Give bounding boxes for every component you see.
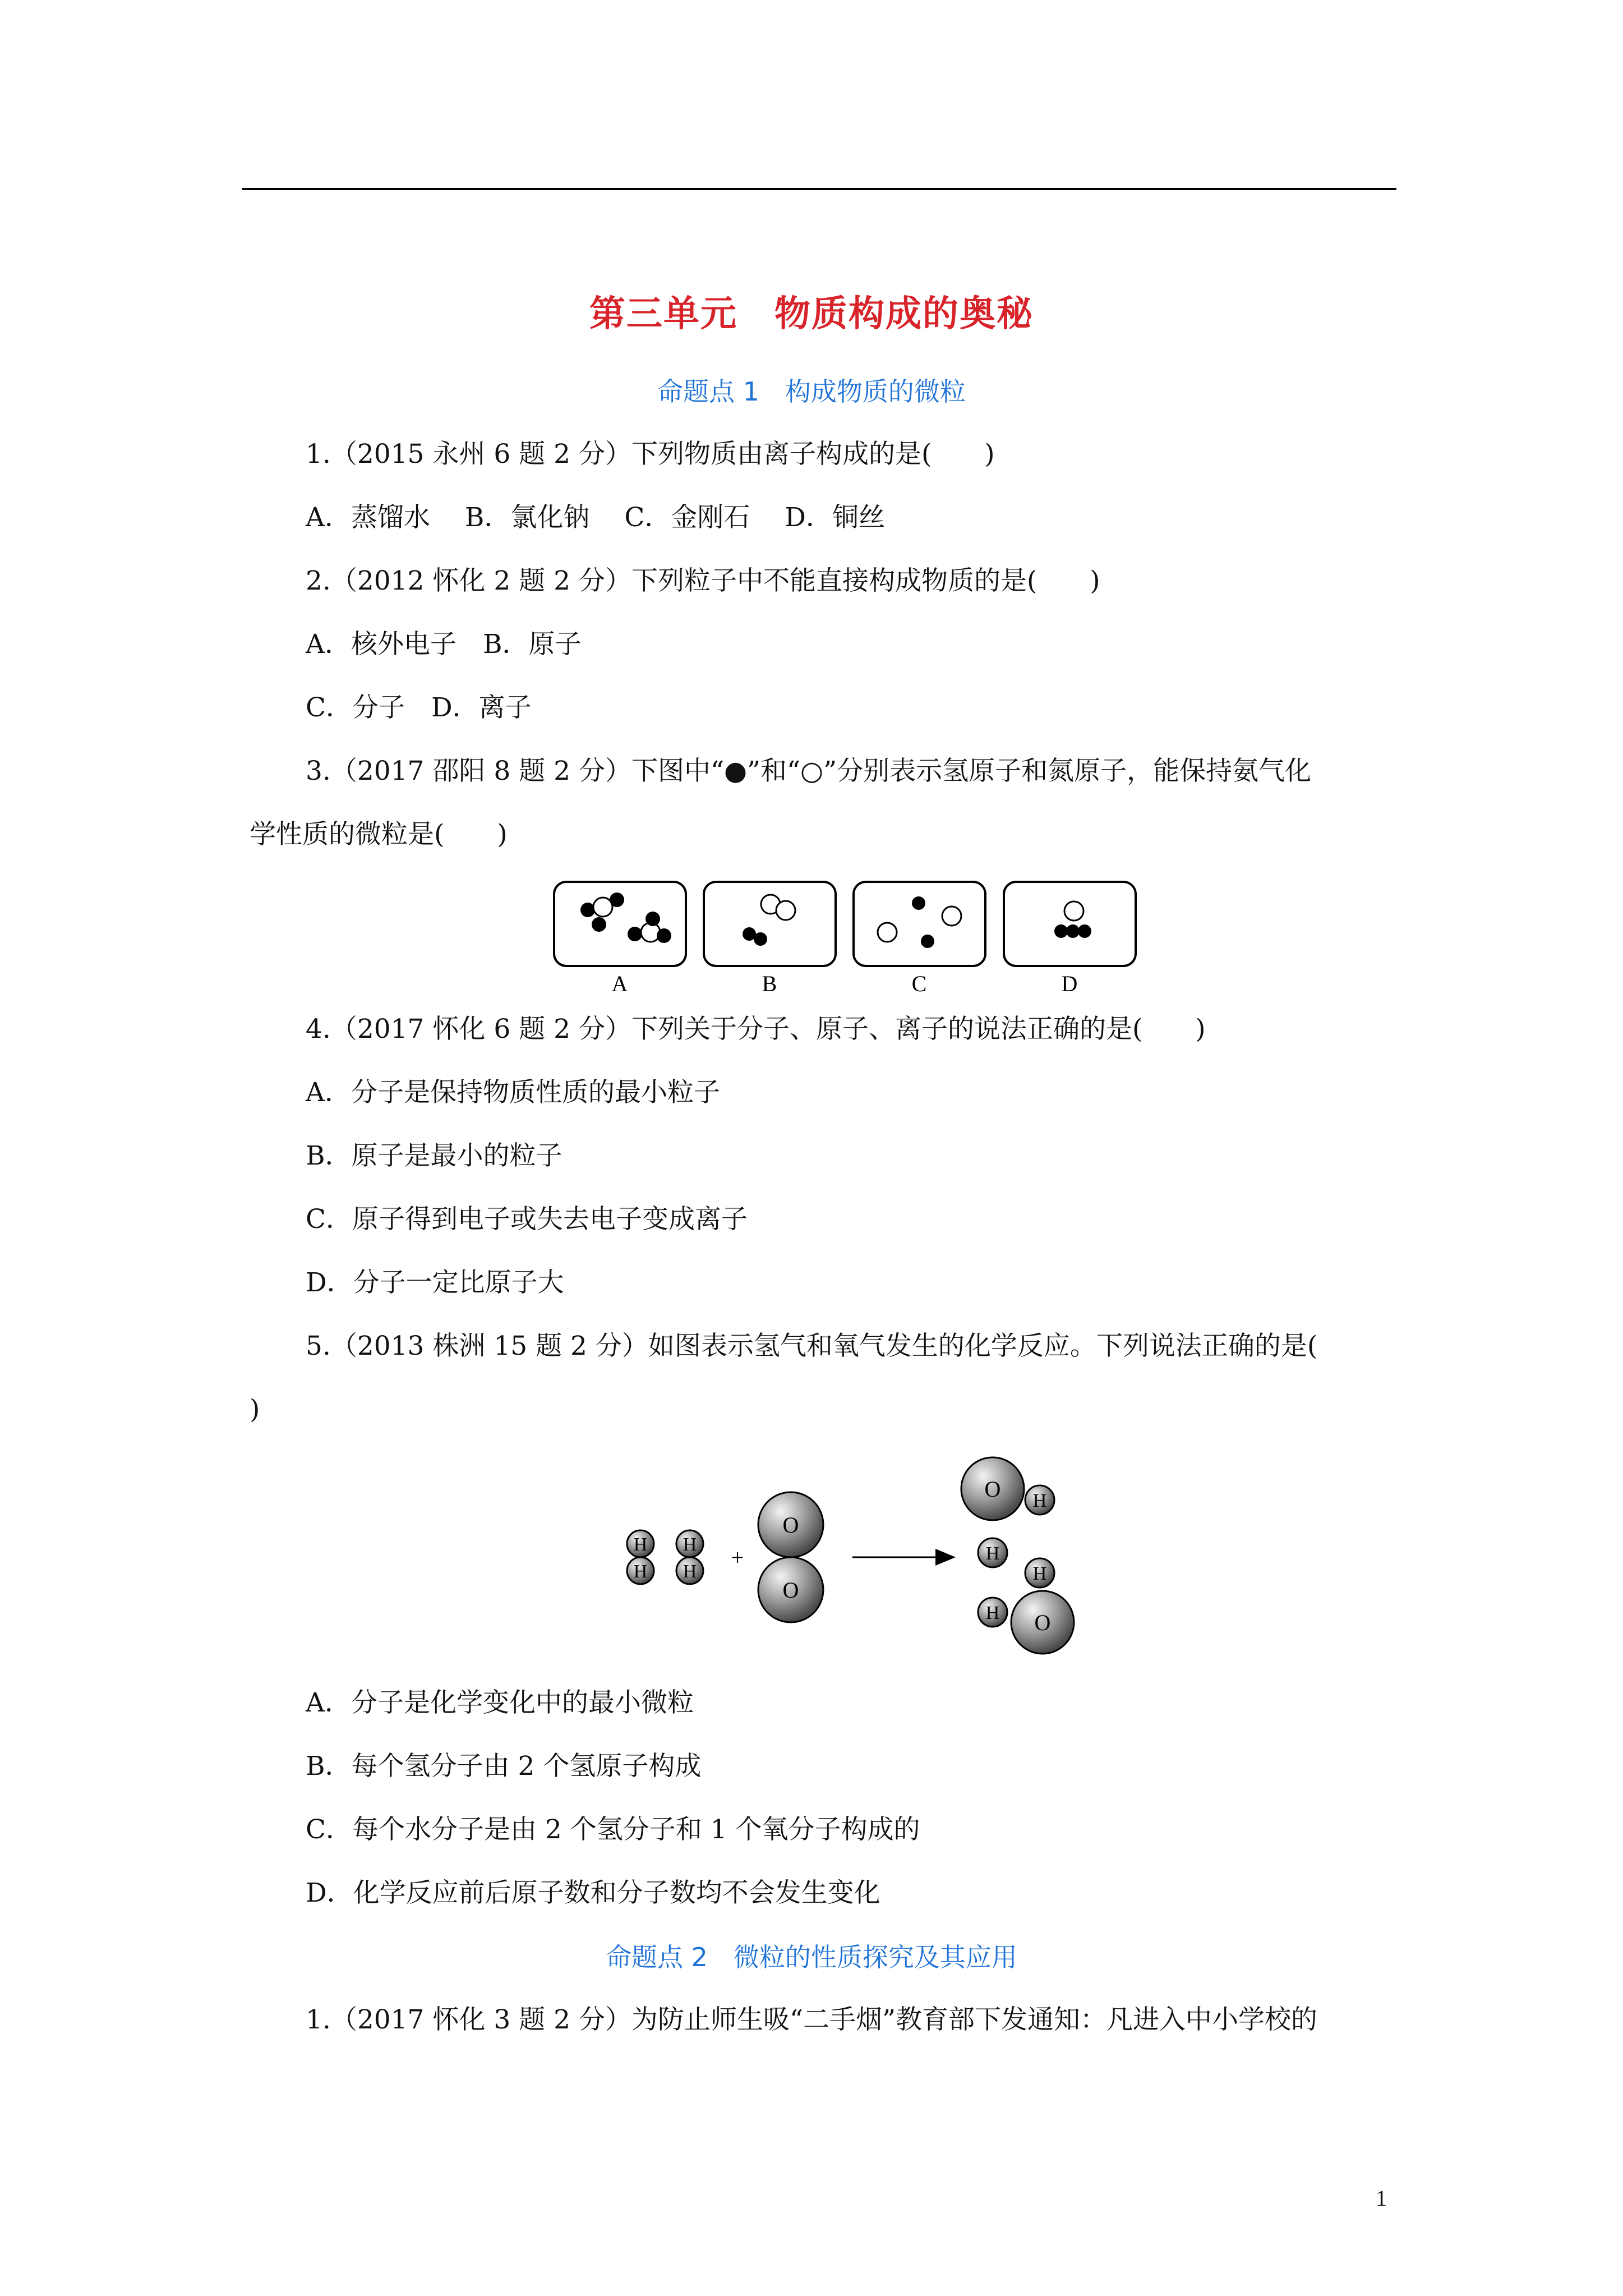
option-box-c xyxy=(854,882,985,966)
section-heading-1: 命题点 1 构成物质的微粒 xyxy=(657,376,966,407)
atom-label-h: H xyxy=(633,1534,648,1555)
atom-label-h: H xyxy=(683,1534,697,1555)
question-5-stem-line2: ) xyxy=(250,1394,260,1425)
page-number: 1 xyxy=(1376,2185,1387,2211)
hydrogen-molecule-2 xyxy=(676,1530,703,1584)
question-3-stem-line1: 3.（2017 邵阳 8 题 2 分）下图中“●”和“○”分别表示氢原子和氮原子，能保持氨气化 xyxy=(306,756,1312,786)
atom-label-h: H xyxy=(985,1543,1000,1564)
atom-label-o: O xyxy=(984,1476,1001,1502)
question-5-option-a: A．分子是化学变化中的最小微粒 xyxy=(306,1687,694,1718)
question-1-options: A．蒸馏水 B．氯化钠 C．金刚石 D．铜丝 xyxy=(306,502,885,533)
option-label-a: A xyxy=(611,971,628,996)
atom-label-h: H xyxy=(683,1561,697,1582)
oxygen-molecule xyxy=(758,1492,823,1622)
header-rule xyxy=(242,188,1396,190)
option-box-b xyxy=(704,882,836,966)
water-molecule-2 xyxy=(978,1558,1074,1654)
question-5-option-b: B．每个氢分子由 2 个氢原子构成 xyxy=(306,1751,702,1782)
atom-label-h: H xyxy=(985,1603,1000,1623)
plus-sign: + xyxy=(731,1545,744,1570)
option-box-d xyxy=(1004,882,1136,966)
question-5-stem-line1: 5.（2013 株洲 15 题 2 分）如图表示氢气和氧气发生的化学反应。下列说法正确的是( xyxy=(306,1331,1318,1361)
question-2-options-ab: A．核外电子 B．原子 xyxy=(306,629,582,660)
question-1-stem: 1.（2015 永州 6 题 2 分）下列物质由离子构成的是( ) xyxy=(306,439,995,470)
option-label-d: D xyxy=(1061,971,1078,996)
question-2-options-cd: C．分子 D．离子 xyxy=(306,692,532,723)
atom-label-o: O xyxy=(782,1577,799,1603)
water-molecule-1 xyxy=(961,1457,1054,1567)
section-2-question-1-stem: 1.（2017 怀化 3 题 2 分）为防止师生吸“二手烟”教育部下发通知：凡进入中小学校的 xyxy=(306,2004,1318,2035)
question-4-option-b: B．原子是最小的粒子 xyxy=(306,1140,562,1171)
option-label-c: C xyxy=(911,971,927,996)
option-label-b: B xyxy=(762,971,777,996)
question-2-stem: 2.（2012 怀化 2 题 2 分）下列粒子中不能直接构成物质的是( ) xyxy=(306,565,1100,596)
section-heading-2: 命题点 2 微粒的性质探究及其应用 xyxy=(606,1942,1017,1972)
option-box-a xyxy=(554,882,686,966)
question-4-stem: 4.（2017 怀化 6 题 2 分）下列关于分子、原子、离子的说法正确的是( ) xyxy=(306,1014,1206,1045)
question-3-stem-line2: 学性质的微粒是( ) xyxy=(250,819,508,850)
unit-title: 第三单元 物质构成的奥秘 xyxy=(589,293,1034,335)
atom-label-h: H xyxy=(633,1561,648,1582)
question-5-option-d: D．化学反应前后原子数和分子数均不会发生变化 xyxy=(306,1878,880,1908)
molecule-options-figure xyxy=(544,875,1150,1004)
atom-label-o: O xyxy=(782,1512,799,1538)
atom-label-o: O xyxy=(1034,1610,1051,1635)
reaction-diagram xyxy=(606,1453,1088,1660)
question-4-option-d: D．分子一定比原子大 xyxy=(306,1267,564,1298)
question-4-option-c: C．原子得到电子或失去电子变成离子 xyxy=(306,1204,748,1235)
atom-label-h: H xyxy=(1032,1490,1047,1511)
hydrogen-molecule-1 xyxy=(627,1530,654,1584)
atom-label-h: H xyxy=(1032,1563,1047,1584)
question-4-option-a: A．分子是保持物质性质的最小粒子 xyxy=(306,1077,720,1108)
question-5-option-c: C．每个水分子是由 2 个氢分子和 1 个氧分子构成的 xyxy=(306,1814,920,1845)
